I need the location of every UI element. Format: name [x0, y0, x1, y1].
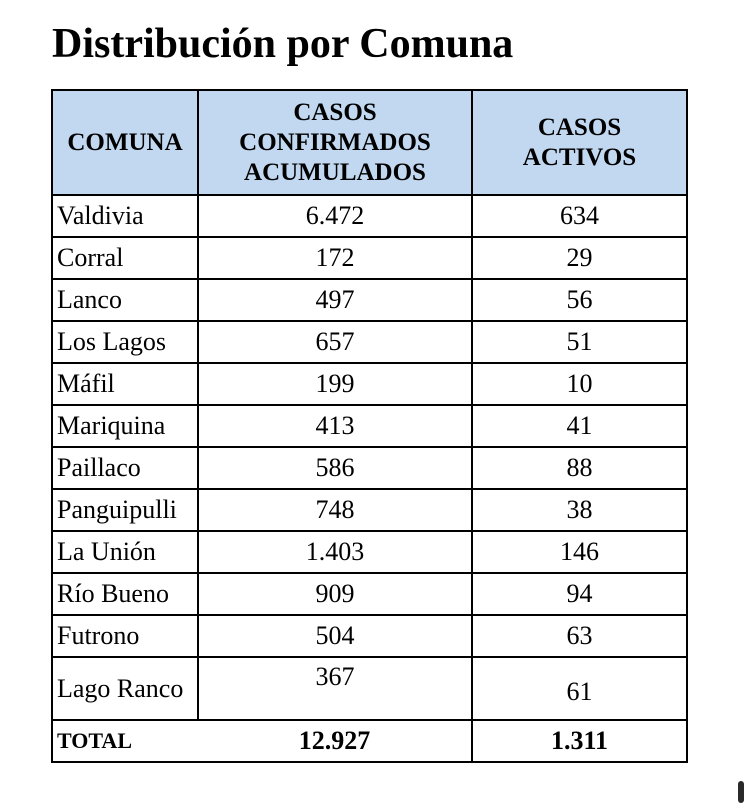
cell-confirmados: 1.403 [198, 531, 472, 573]
scrollbar-thumb[interactable] [738, 781, 744, 803]
column-header-confirmados [198, 90, 472, 195]
table-total-row [52, 720, 687, 762]
column-header-activos [472, 90, 687, 195]
total-confirmados: 12.927 [198, 720, 472, 762]
table-row [52, 615, 687, 657]
column-header-activos-line-1: CASOS [537, 113, 622, 141]
cell-comuna: Panguipulli [52, 489, 198, 531]
cell-activos: 10 [472, 363, 687, 405]
table-row [52, 531, 687, 573]
table-row [52, 405, 687, 447]
table-row [52, 279, 687, 321]
table-row [52, 363, 687, 405]
cell-comuna: La Unión [52, 531, 198, 573]
cell-confirmados: 909 [198, 573, 472, 615]
column-header-confirmados-line-1: CASOS [293, 98, 377, 126]
column-header-comuna-label: COMUNA [67, 128, 183, 156]
cell-comuna: Lago Ranco [52, 657, 198, 720]
table-row [52, 573, 687, 615]
cell-comuna: Río Bueno [52, 573, 198, 615]
cell-confirmados: 413 [198, 405, 472, 447]
cell-confirmados: 657 [198, 321, 472, 363]
cell-confirmados: 504 [198, 615, 472, 657]
cell-activos: 56 [472, 279, 687, 321]
page-title: Distribución por Comuna [52, 21, 514, 67]
cell-activos: 146 [472, 531, 687, 573]
cell-confirmados: 199 [198, 363, 472, 405]
table-row [52, 321, 687, 363]
cell-confirmados: 497 [198, 279, 472, 321]
total-label: TOTAL [52, 720, 198, 762]
column-header-confirmados-line-2: CONFIRMADOS [239, 128, 431, 156]
cell-confirmados: 367 [198, 657, 472, 720]
column-header-comuna [52, 90, 198, 195]
table-row [52, 657, 687, 720]
cell-comuna: Paillaco [52, 447, 198, 489]
cell-confirmados: 6.472 [198, 195, 472, 237]
table-row [52, 237, 687, 279]
column-header-confirmados-line-3: ACUMULADOS [244, 158, 426, 186]
table-row [52, 489, 687, 531]
cell-activos: 63 [472, 615, 687, 657]
cell-activos: 38 [472, 489, 687, 531]
cell-activos: 634 [472, 195, 687, 237]
table-header-row [52, 90, 687, 195]
table-row [52, 447, 687, 489]
cell-activos: 29 [472, 237, 687, 279]
cell-activos: 61 [472, 657, 687, 720]
cell-comuna: Máfil [52, 363, 198, 405]
cell-comuna: Corral [52, 237, 198, 279]
cell-comuna: Mariquina [52, 405, 198, 447]
cell-activos: 94 [472, 573, 687, 615]
comuna-distribution-table [51, 89, 688, 763]
cell-comuna: Los Lagos [52, 321, 198, 363]
total-activos: 1.311 [472, 720, 687, 762]
cell-confirmados: 748 [198, 489, 472, 531]
table-row [52, 195, 687, 237]
cell-comuna: Futrono [52, 615, 198, 657]
cell-comuna: Valdivia [52, 195, 198, 237]
cell-activos: 41 [472, 405, 687, 447]
cell-confirmados: 586 [198, 447, 472, 489]
cell-confirmados: 172 [198, 237, 472, 279]
cell-comuna: Lanco [52, 279, 198, 321]
column-header-activos-line-2: ACTIVOS [522, 143, 637, 171]
cell-activos: 51 [472, 321, 687, 363]
cell-activos: 88 [472, 447, 687, 489]
